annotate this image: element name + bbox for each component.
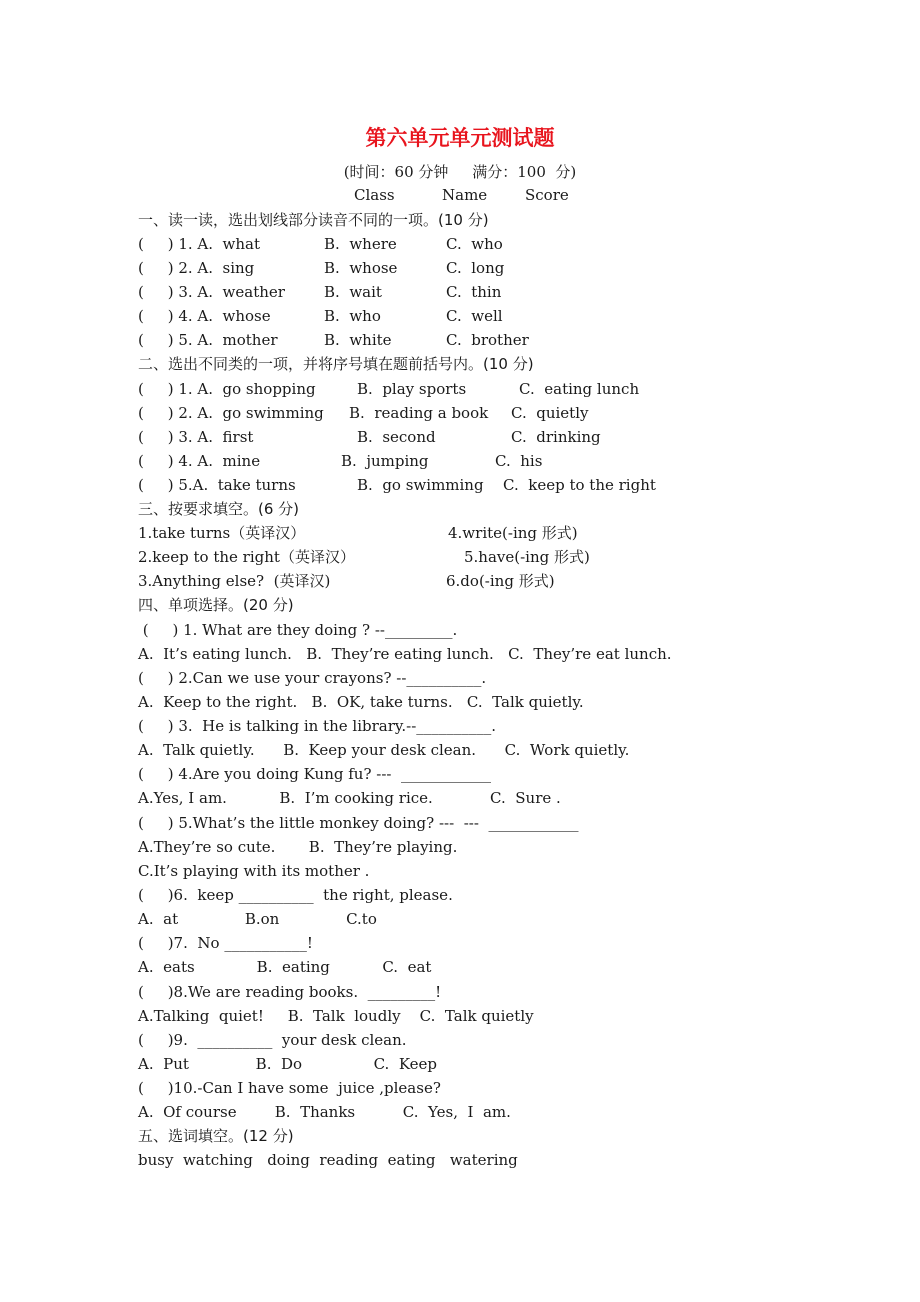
section1-heading: 一、读一读，选出划线部分读音不同的一项。(10 分) [138,211,489,229]
student-info-row [0,186,920,206]
s4-line: ( )9. __________ your desk clean. [138,1031,407,1049]
s3-row-3: 3.Anything else? (英译汉) 6.do(-ing 形式) [138,572,555,590]
s2-question-2: ( ) 2. A. go swimming B. reading a book C. quietly [138,404,589,422]
s4-line: C.It’s playing with its mother . [138,862,370,880]
s4-line: A.Yes, I am. B. I’m cooking rice. C. Sure . [138,789,561,807]
s1-question-3: ( ) 3. A. weather B. wait C. thin [138,283,502,301]
s4-line: A. eats B. eating C. eat [138,958,432,976]
s3-row-2: 2.keep to the right（英译汉） 5.have(-ing 形式) [138,548,590,566]
name-field: Name [442,186,488,204]
s4-line: A. at B.on C.to [138,910,377,928]
s4-line: A. Of course B. Thanks C. Yes, I am. [138,1103,511,1121]
s4-line: ( ) 5.What’s the little monkey doing? --- --- ____________ [138,814,579,832]
s4-line: ( ) 4.Are you doing Kung fu? --- ____________ [138,765,491,783]
s4-line: A. It’s eating lunch. B. They’re eating lunch. C. They’re eat lunch. [138,645,672,663]
s4-line: A. Keep to the right. B. OK, take turns. C. Talk quietly. [138,693,584,711]
section4-heading: 四、单项选择。(20 分) [138,596,294,614]
score-field: Score [525,186,569,204]
s4-line: A.They’re so cute. B. They’re playing. [138,838,458,856]
s4-line: ( )6. keep __________ the right, please. [138,886,453,904]
s4-line: A. Put B. Do C. Keep [138,1055,437,1073]
s4-line: ( )7. No ___________! [138,934,313,952]
s3-row-1: 1.take turns（英译汉） 4.write(-ing 形式) [138,524,578,542]
s2-question-3: ( ) 3. A. first B. second C. drinking [138,428,601,446]
exam-time-score-note: (时间：60 分钟 满分：100 分) [343,163,577,181]
s2-question-1: ( ) 1. A. go shopping B. play sports C. eating lunch [138,380,640,398]
s1-question-2: ( ) 2. A. sing B. whose C. long [138,259,505,277]
s2-question-4: ( ) 4. A. mine B. jumping C. his [138,452,543,470]
section3-heading: 三、按要求填空。(6 分) [138,500,300,518]
s4-line: ( ) 3. He is talking in the library.--__________. [138,717,497,735]
s1-question-5: ( ) 5. A. mother B. white C. brother [138,331,529,349]
class-field: Class [354,186,395,204]
s4-line: ( )10.-Can I have some juice ,please? [138,1079,441,1097]
s4-line: A.Talking quiet! B. Talk loudly C. Talk quietly [138,1007,534,1025]
s4-line: ( )8.We are reading books. _________! [138,983,442,1001]
section2-heading: 二、选出不同类的一项，并将序号填在题前括号内。(10 分) [138,355,534,373]
s5-word-bank: busy watching doing reading eating watering [138,1151,518,1169]
page-title: 第六单元单元测试题 [365,126,555,150]
s4-line: ( ) 2.Can we use your crayons? --__________. [138,669,487,687]
s4-line: ( ) 1. What are they doing ? --_________. [138,621,458,639]
s2-question-5: ( ) 5.A. take turns B. go swimming C. keep to the right [138,476,656,494]
s1-question-4: ( ) 4. A. whose B. who C. well [138,307,503,325]
section5-heading: 五、选词填空。(12 分) [138,1127,294,1145]
s1-question-1: ( ) 1. A. what B. where C. who [138,235,503,253]
s4-line: A. Talk quietly. B. Keep your desk clean. C. Work quietly. [138,741,630,759]
